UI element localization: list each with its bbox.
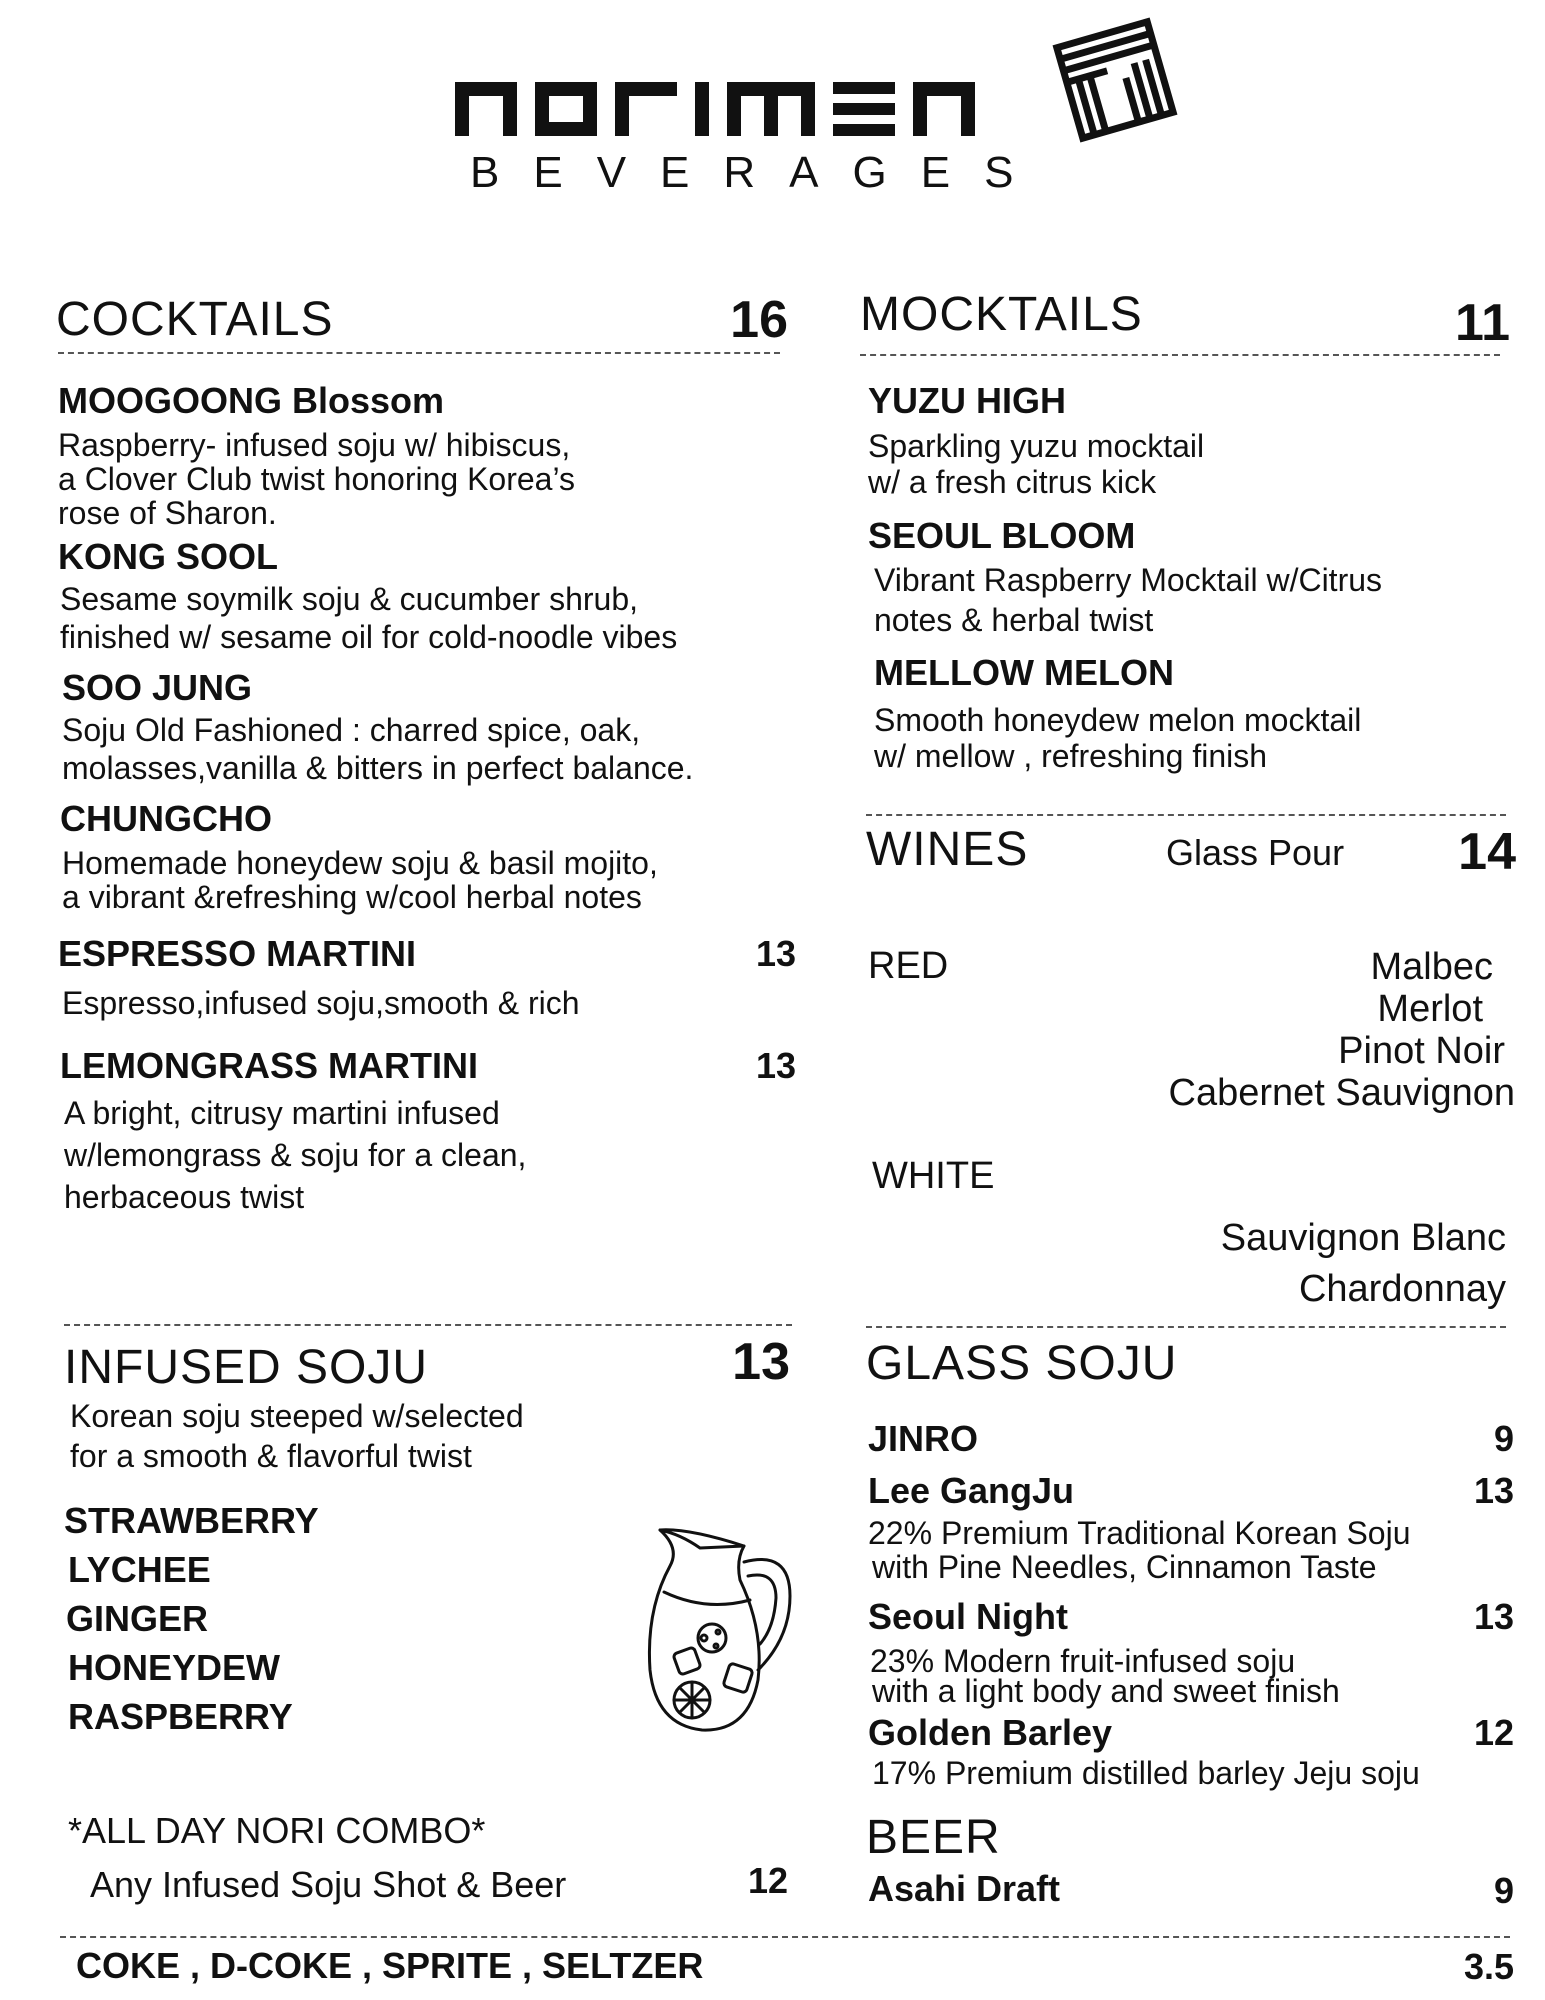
divider (58, 352, 780, 354)
soft-drinks: COKE , D-COKE , SPRITE , SELTZER (76, 1945, 704, 1986)
soju-name: Golden Barley (868, 1712, 1113, 1753)
wines-price: 14 (1458, 823, 1516, 881)
divider (60, 1936, 1510, 1938)
pitcher-icon (640, 1520, 800, 1740)
flavor-list: STRAWBERRY LYCHEE GINGER HONEYDEW RASPBERRY (64, 1500, 319, 1737)
beer-price: 9 (1493, 1870, 1514, 1911)
brand-subtitle: BEVERAGES (470, 148, 1048, 197)
infused-soju-price: 13 (732, 1333, 790, 1391)
cocktail-name: ESPRESSO MARTINI (58, 933, 417, 974)
mocktail-name: SEOUL BLOOM (868, 515, 1136, 556)
cocktail-name: SOO JUNG (62, 667, 253, 708)
cocktail-name: MOOGOONG Blossom (58, 380, 445, 421)
soft-drinks-price: 3.5 (1463, 1946, 1514, 1987)
soju-desc: 17% Premium distilled barley Jeju soju (872, 1755, 1420, 1791)
soju-name: Seoul Night (868, 1596, 1068, 1637)
beer-title: BEER (866, 1811, 1001, 1864)
cocktail-name: LEMONGRASS MARTINI (60, 1045, 478, 1086)
glass-soju-title: GLASS SOJU (866, 1337, 1178, 1390)
cocktail-price: 13 (755, 1045, 796, 1086)
cocktail-desc: Soju Old Fashioned : charred spice, oak, molasses,vanilla & bitters in perfect balance. (62, 712, 694, 786)
cocktail-desc: Raspberry- infused soju w/ hibiscus, a Clover Club twist honoring Korea’s rose of Sharon. (58, 427, 575, 531)
soju-name: JINRO (868, 1418, 979, 1459)
soju-desc: 23% Modern fruit-infused soju with a light body and sweet finish (870, 1643, 1340, 1709)
wine-category-white: WHITE (872, 1155, 995, 1197)
mocktail-desc: Smooth honeydew melon mocktail w/ mellow , refreshing finish (874, 702, 1362, 774)
soju-price: 13 (1473, 1596, 1514, 1637)
cocktail-desc: Homemade honeydew soju & basil mojito, a vibrant &refreshing w/cool herbal notes (62, 845, 658, 915)
soju-price: 12 (1473, 1712, 1514, 1753)
infused-soju-title: INFUSED SOJU (64, 1341, 429, 1394)
cocktail-desc: Sesame soymilk soju & cucumber shrub, finished w/ sesame oil for cold-noodle vibes (60, 581, 678, 655)
cocktail-name: KONG SOOL (58, 536, 279, 577)
soju-price: 9 (1493, 1418, 1514, 1459)
cocktail-price: 13 (755, 933, 796, 974)
soju-desc: 22% Premium Traditional Korean Soju with Pine Needles, Cinnamon Taste (868, 1515, 1411, 1585)
wine-list-white: Sauvignon Blanc Chardonnay (1220, 1217, 1506, 1310)
mocktail-name: YUZU HIGH (868, 380, 1066, 421)
combo-desc: Any Infused Soju Shot & Beer (90, 1864, 567, 1905)
cocktail-desc: Espresso,infused soju,smooth & rich (62, 985, 580, 1021)
combo-title: *ALL DAY NORI COMBO* (68, 1810, 486, 1851)
divider (860, 354, 1500, 356)
cocktails-title: COCKTAILS (56, 293, 334, 346)
cocktails-price: 16 (730, 291, 788, 349)
wine-list-red: Malbec Merlot Pinot Noir Cabernet Sauvignon (1168, 946, 1515, 1114)
cocktail-name: CHUNGCHO (60, 798, 272, 839)
wines-subtitle: Glass Pour (1166, 832, 1345, 873)
brand-wordmark (455, 78, 1015, 140)
soju-name: Lee GangJu (868, 1470, 1075, 1511)
mocktails-title: MOCKTAILS (860, 288, 1143, 341)
mocktail-desc: Sparkling yuzu mocktail w/ a fresh citrus kick (868, 428, 1205, 500)
divider (866, 814, 1506, 816)
beer-name: Asahi Draft (868, 1868, 1061, 1909)
divider (866, 1326, 1506, 1328)
cocktail-desc: A bright, citrusy martini infused w/lemongrass & soju for a clean, herbaceous twist (64, 1095, 527, 1215)
divider (64, 1324, 792, 1326)
wine-category-red: RED (868, 945, 949, 987)
wines-title: WINES (866, 823, 1029, 876)
soju-price: 13 (1473, 1470, 1514, 1511)
mocktails-price: 11 (1455, 294, 1510, 352)
brand-logo-icon (1050, 15, 1180, 145)
combo-price: 12 (747, 1860, 788, 1901)
infused-soju-desc: Korean soju steeped w/selected for a smooth & flavorful twist (70, 1398, 524, 1474)
mocktail-name: MELLOW MELON (874, 652, 1174, 693)
mocktail-desc: Vibrant Raspberry Mocktail w/Citrus notes & herbal twist (874, 562, 1383, 638)
